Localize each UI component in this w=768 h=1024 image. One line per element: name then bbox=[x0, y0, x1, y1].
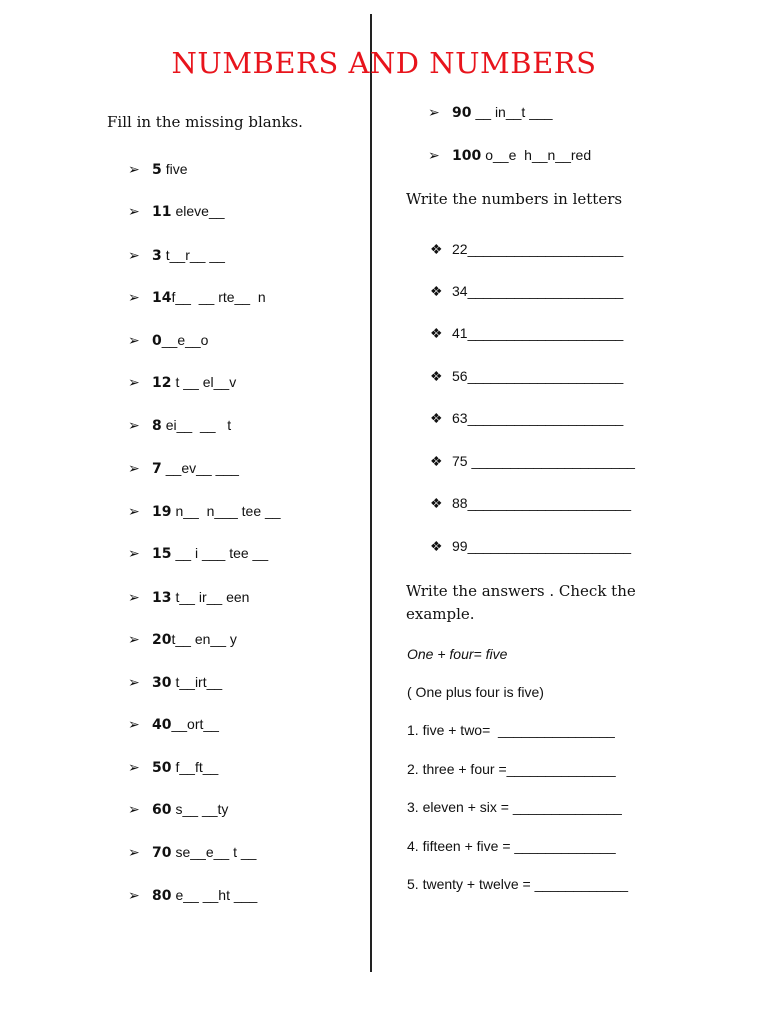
question-4: 4. fifteen + five = _____________ bbox=[407, 838, 616, 854]
list-item: ➢ 20t__ en__ y bbox=[128, 631, 237, 648]
list-item: ➢ 80 e__ __ht ___ bbox=[128, 887, 258, 904]
list-item: ➢ 40__ort__ bbox=[128, 716, 219, 733]
list-item: ➢ 14f__ __ rte__ n bbox=[128, 289, 266, 306]
list-item: ➢ 90 __ in__t ___ bbox=[428, 104, 553, 121]
example-equation: One + four= five bbox=[407, 646, 508, 662]
list-item: ➢ 13 t__ ir__ een bbox=[128, 589, 250, 606]
arrowhead-bullet-icon: ➢ bbox=[428, 147, 440, 163]
arrowhead-bullet-icon: ➢ bbox=[128, 674, 140, 690]
diamond-bullet-icon: ❖ bbox=[430, 410, 443, 426]
arrowhead-bullet-icon: ➢ bbox=[128, 631, 140, 647]
list-item: ❖ 22____________________ bbox=[430, 241, 624, 257]
arrowhead-bullet-icon: ➢ bbox=[128, 203, 140, 219]
list-item: ❖ 75 _____________________ bbox=[430, 453, 635, 469]
write-answers-heading: Write the answers . Check the example. bbox=[406, 582, 636, 623]
arrowhead-bullet-icon: ➢ bbox=[128, 503, 140, 519]
list-item: ➢ 15 __ i ___ tee __ bbox=[128, 545, 269, 562]
arrowhead-bullet-icon: ➢ bbox=[128, 844, 140, 860]
fill-blanks-heading: Fill in the missing blanks. bbox=[107, 113, 303, 131]
arrowhead-bullet-icon: ➢ bbox=[128, 374, 140, 390]
diamond-bullet-icon: ❖ bbox=[430, 368, 443, 384]
list-item: ➢ 19 n__ n___ tee __ bbox=[128, 503, 281, 520]
diamond-bullet-icon: ❖ bbox=[430, 325, 443, 341]
arrowhead-bullet-icon: ➢ bbox=[128, 589, 140, 605]
arrowhead-bullet-icon: ➢ bbox=[128, 460, 140, 476]
write-numbers-heading: Write the numbers in letters bbox=[406, 190, 623, 208]
list-item: ➢ 60 s__ __ty bbox=[128, 801, 229, 818]
list-item: ❖ 34____________________ bbox=[430, 283, 624, 299]
column-divider bbox=[370, 14, 372, 972]
diamond-bullet-icon: ❖ bbox=[430, 453, 443, 469]
list-item: ❖ 56____________________ bbox=[430, 368, 624, 384]
arrowhead-bullet-icon: ➢ bbox=[128, 716, 140, 732]
diamond-bullet-icon: ❖ bbox=[430, 283, 443, 299]
list-item: ➢ 12 t __ el__v bbox=[128, 374, 237, 391]
diamond-bullet-icon: ❖ bbox=[430, 538, 443, 554]
arrowhead-bullet-icon: ➢ bbox=[128, 759, 140, 775]
list-item: ❖ 63____________________ bbox=[430, 410, 624, 426]
list-item: ❖ 41____________________ bbox=[430, 325, 624, 341]
question-3: 3. eleven + six = ______________ bbox=[407, 799, 622, 815]
list-item: ❖ 99_____________________ bbox=[430, 538, 632, 554]
list-item: ➢ 30 t__irt__ bbox=[128, 674, 223, 691]
list-item: ➢ 5 five bbox=[128, 161, 188, 178]
arrowhead-bullet-icon: ➢ bbox=[128, 545, 140, 561]
arrowhead-bullet-icon: ➢ bbox=[428, 104, 440, 120]
question-5: 5. twenty + twelve = ____________ bbox=[407, 876, 629, 892]
list-item: ➢ 100 o__e h__n__red bbox=[428, 147, 592, 164]
example-explanation: ( One plus four is five) bbox=[407, 684, 544, 700]
list-item: ➢ 0__e__o bbox=[128, 332, 209, 349]
list-item: ➢ 7 __ev__ ___ bbox=[128, 460, 239, 477]
list-item: ➢ 3 t__r__ __ bbox=[128, 247, 225, 264]
list-item: ➢ 50 f__ft__ bbox=[128, 759, 219, 776]
arrowhead-bullet-icon: ➢ bbox=[128, 887, 140, 903]
arrowhead-bullet-icon: ➢ bbox=[128, 161, 140, 177]
diamond-bullet-icon: ❖ bbox=[430, 495, 443, 511]
list-item: ➢ 11 eleve__ bbox=[128, 203, 225, 220]
question-1: 1. five + two= _______________ bbox=[407, 722, 615, 738]
list-item: ➢ 8 ei__ __ t bbox=[128, 417, 232, 434]
list-item: ➢ 70 se__e__ t __ bbox=[128, 844, 257, 861]
arrowhead-bullet-icon: ➢ bbox=[128, 417, 140, 433]
list-item: ❖ 88_____________________ bbox=[430, 495, 632, 511]
arrowhead-bullet-icon: ➢ bbox=[128, 289, 140, 305]
arrowhead-bullet-icon: ➢ bbox=[128, 801, 140, 817]
question-2: 2. three + four =______________ bbox=[407, 761, 616, 777]
arrowhead-bullet-icon: ➢ bbox=[128, 247, 140, 263]
page-title: NUMBERS AND NUMBERS bbox=[171, 46, 597, 80]
diamond-bullet-icon: ❖ bbox=[430, 241, 443, 257]
arrowhead-bullet-icon: ➢ bbox=[128, 332, 140, 348]
